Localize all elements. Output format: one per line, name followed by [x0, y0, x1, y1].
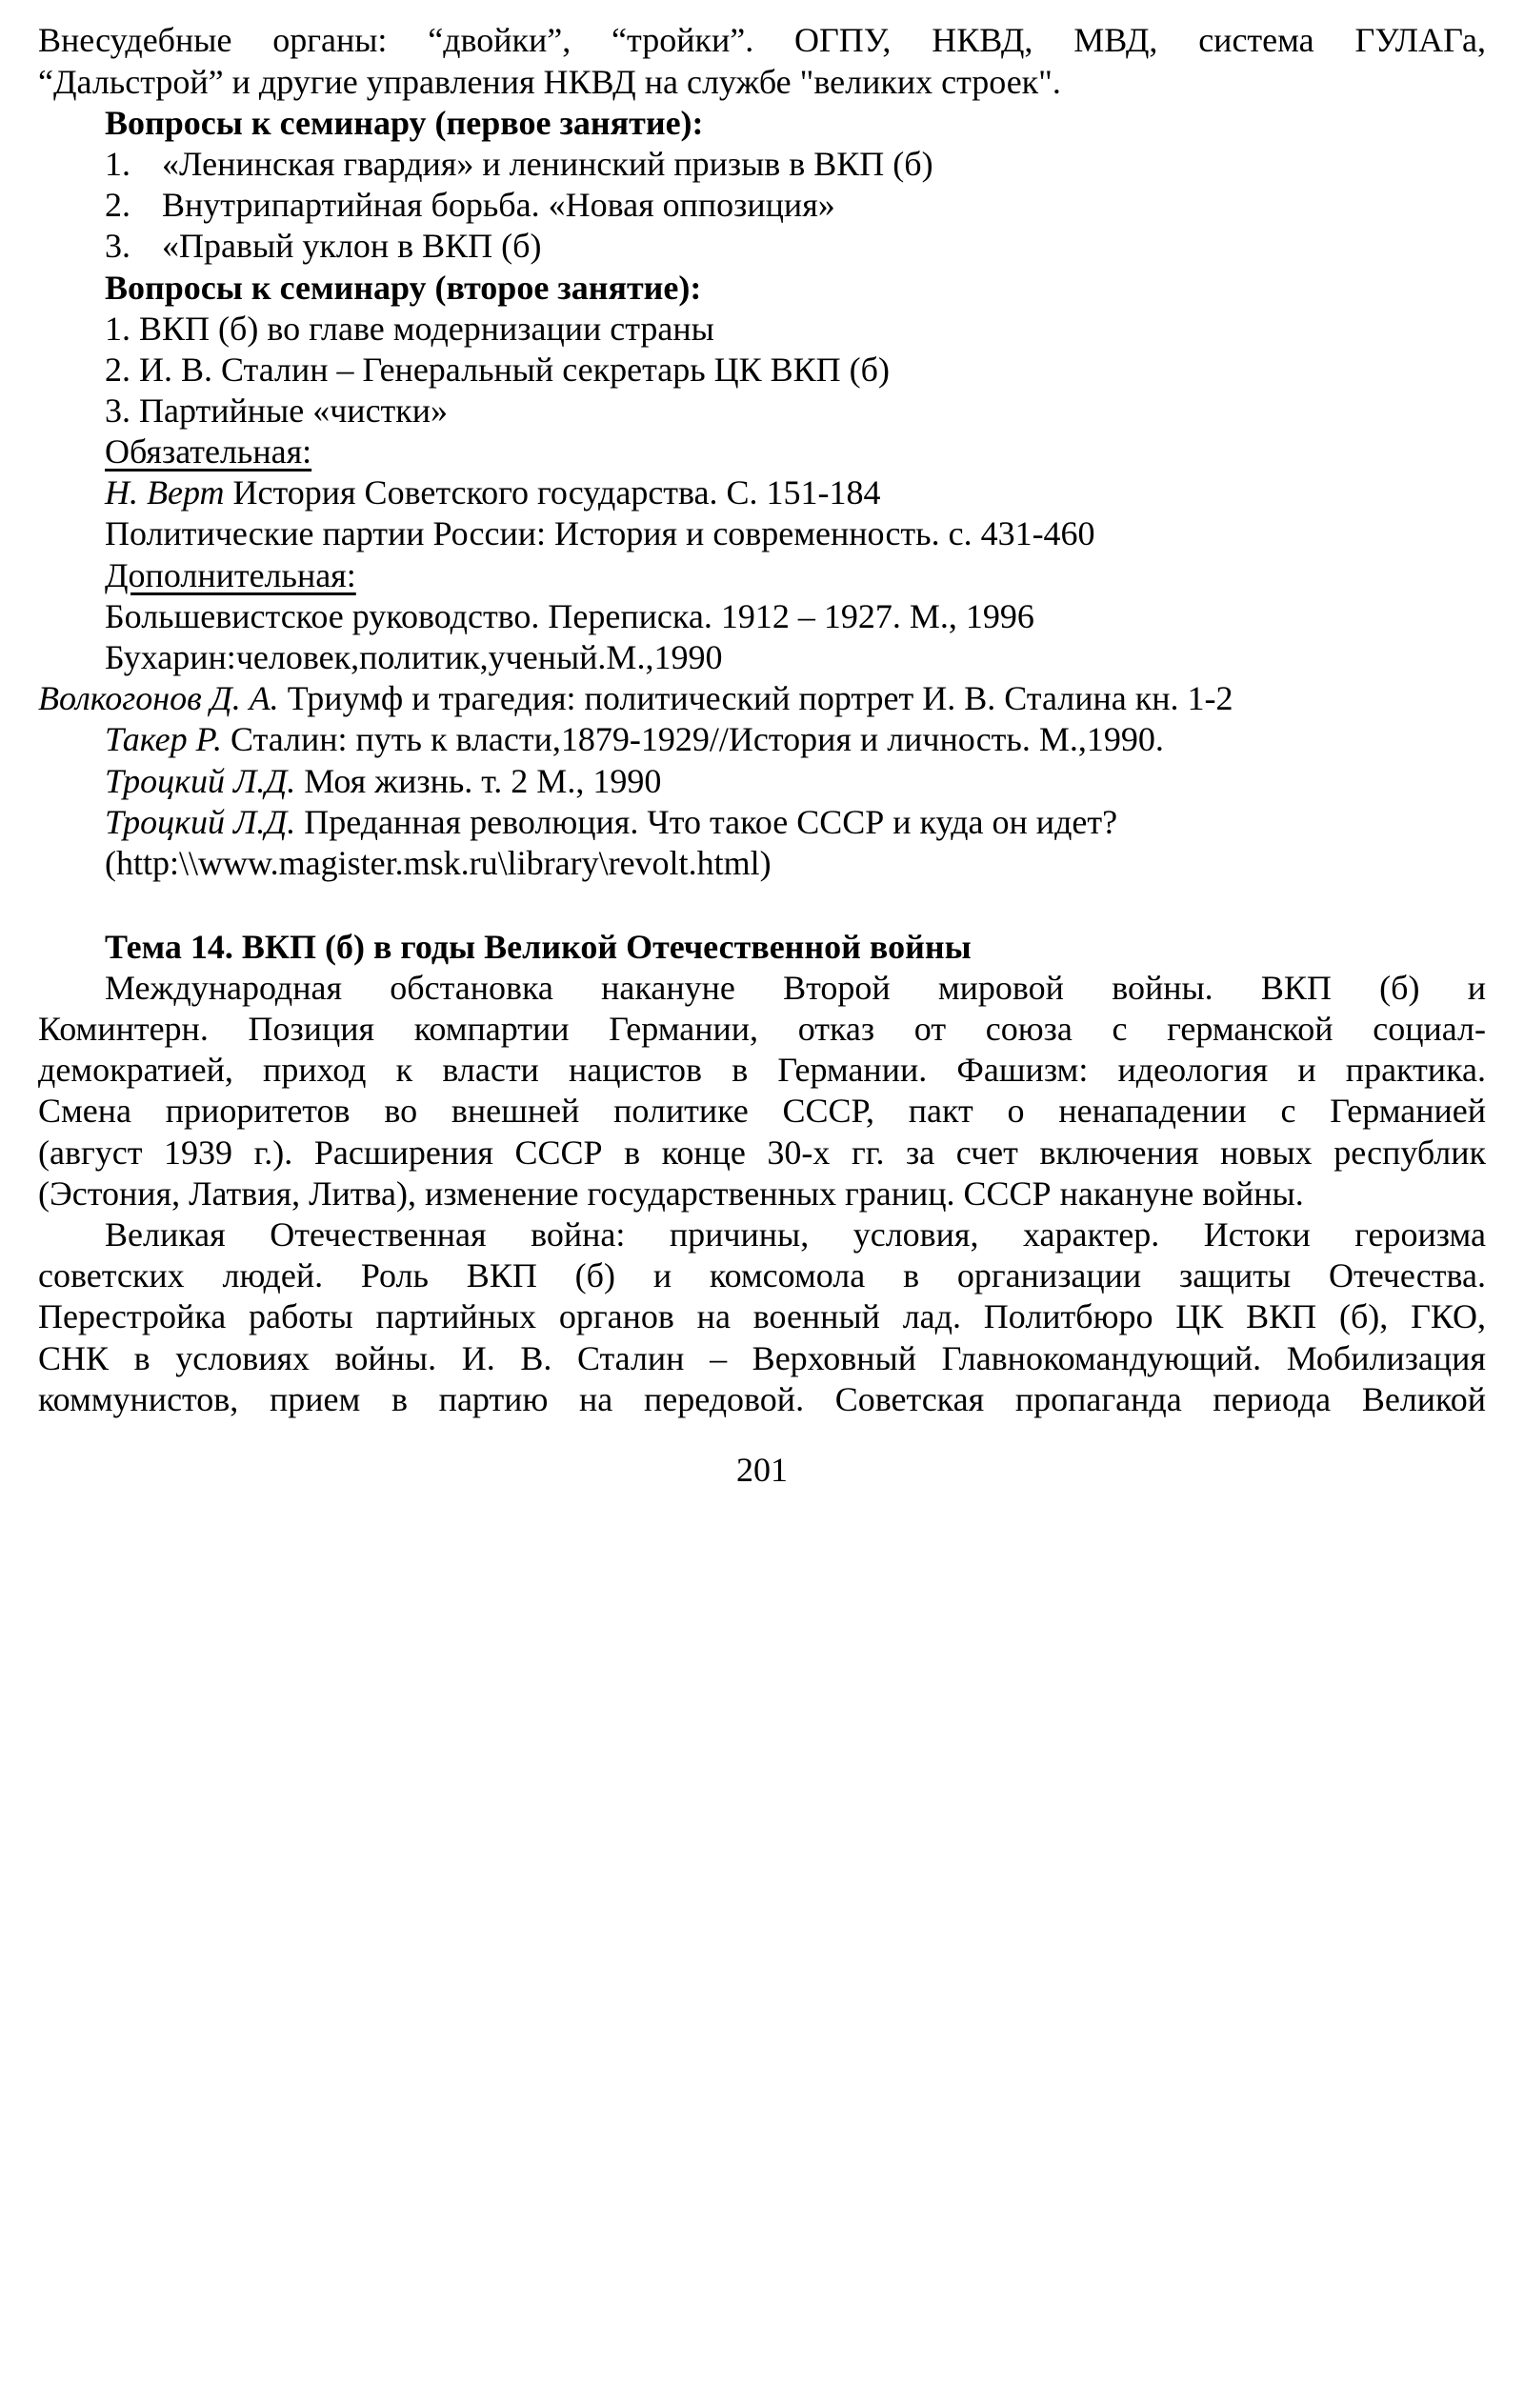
intro-line-1: Внесудебные органы: “двойки”, “тройки”. ОГПУ, НКВД, МВД, система ГУЛАГа,	[38, 21, 1486, 59]
seminar2-item-1: 1. ВКП (б) во главе модернизации страны	[105, 310, 714, 348]
reference-author: Троцкий Л.Д.	[105, 762, 296, 800]
additional-literature-label: Дополнительная:	[105, 556, 356, 594]
seminar1-item-2-text: Внутрипартийная борьба. «Новая оппозиция»	[162, 186, 835, 224]
topic-para1-line-4: Смена приоритетов во внешней политике СССР, пакт о ненападении с Германией	[38, 1092, 1486, 1130]
seminar1-item-2-number: 2.	[105, 186, 130, 224]
topic-para2-line-2: советских людей. Роль ВКП (б) и комсомола в организации защиты Отечества.	[38, 1256, 1486, 1294]
seminar1-item-2	[105, 186, 1524, 224]
reference-title: Преданная революция. Что такое СССР и куда он идет?	[295, 803, 1118, 841]
required-literature-label: Обязательная:	[105, 432, 312, 471]
seminar2-heading: Вопросы к семинару (второе занятие):	[105, 269, 702, 307]
topic-para2-line-1: Великая Отечественная война: причины, условия, характер. Истоки героизма	[105, 1215, 1486, 1254]
seminar1-item-1-text: «Ленинская гвардия» и ленинский призыв в ВКП (б)	[162, 145, 933, 183]
additional-reference-2: Бухарин:человек,политик,ученый.М.,1990	[105, 638, 723, 676]
topic-para2-line-4: СНК в условиях войны. И. В. Сталин – Верховный Главнокомандующий. Мобилизация	[38, 1339, 1486, 1377]
reference-author: Н. Верт	[105, 473, 225, 512]
topic-para2-line-3: Перестройка работы партийных органов на военный лад. Политбюро ЦК ВКП (б), ГКО,	[38, 1297, 1486, 1335]
reference-title: Сталин: путь к власти,1879-1929//История и личность. М.,1990.	[222, 720, 1164, 758]
additional-reference-3	[38, 679, 1524, 717]
seminar1-item-1-number: 1.	[105, 145, 130, 183]
topic-para2-line-5: коммунистов, прием в партию на передовой. Советская пропаганда периода Великой	[38, 1380, 1486, 1418]
topic-para1-line-3: демократией, приход к власти нацистов в Германии. Фашизм: идеология и практика.	[38, 1051, 1486, 1089]
reference-author: Троцкий Л.Д.	[105, 803, 296, 841]
topic-para1-line-6: (Эстония, Латвия, Литва), изменение государственных границ. СССР накануне войны.	[38, 1174, 1304, 1213]
topic-heading: Тема 14. ВКП (б) в годы Великой Отечественной войны	[105, 928, 972, 966]
topic-para1-line-5: (август 1939 г.). Расширения СССР в конце 30-х гг. за счет включения новых республик	[38, 1134, 1486, 1172]
intro-line-2: “Дальстрой” и другие управления НКВД на службе "великих строек".	[38, 63, 1061, 101]
seminar1-item-3	[105, 227, 1524, 265]
additional-reference-4	[105, 720, 1524, 758]
additional-reference-5	[105, 762, 1524, 800]
reference-title: Моя жизнь. т. 2 М., 1990	[295, 762, 662, 800]
page-number: 201	[736, 1451, 788, 1489]
seminar1-item-1	[105, 145, 1524, 183]
additional-reference-6	[105, 803, 1524, 841]
seminar2-item-2: 2. И. В. Сталин – Генеральный секретарь ЦК ВКП (б)	[105, 351, 890, 389]
reference-author: Такер Р.	[105, 720, 223, 758]
reference-title: Триумф и трагедия: политический портрет И. В. Сталина кн. 1-2	[278, 679, 1233, 717]
required-reference-2: Политические партии России: История и современность. с. 431-460	[105, 514, 1095, 552]
topic-para1-line-1: Международная обстановка накануне Второй мировой войны. ВКП (б) и	[105, 969, 1486, 1007]
reference-url: (http:\\www.magister.msk.ru\library\revolt.html)	[105, 844, 772, 882]
reference-author: Волкогонов Д. А.	[38, 679, 279, 717]
additional-reference-1: Большевистское руководство. Переписка. 1912 – 1927. М., 1996	[105, 597, 1034, 635]
seminar1-item-3-text: «Правый уклон в ВКП (б)	[162, 227, 542, 265]
seminar2-item-3: 3. Партийные «чистки»	[105, 391, 449, 430]
topic-para1-line-2: Коминтерн. Позиция компартии Германии, отказ от союза с германской социал-	[38, 1010, 1486, 1048]
seminar1-heading: Вопросы к семинару (первое занятие):	[105, 104, 704, 142]
seminar1-item-3-number: 3.	[105, 227, 130, 265]
required-reference-1	[105, 473, 1524, 512]
reference-title: История Советского государства. С. 151-184	[224, 473, 881, 512]
